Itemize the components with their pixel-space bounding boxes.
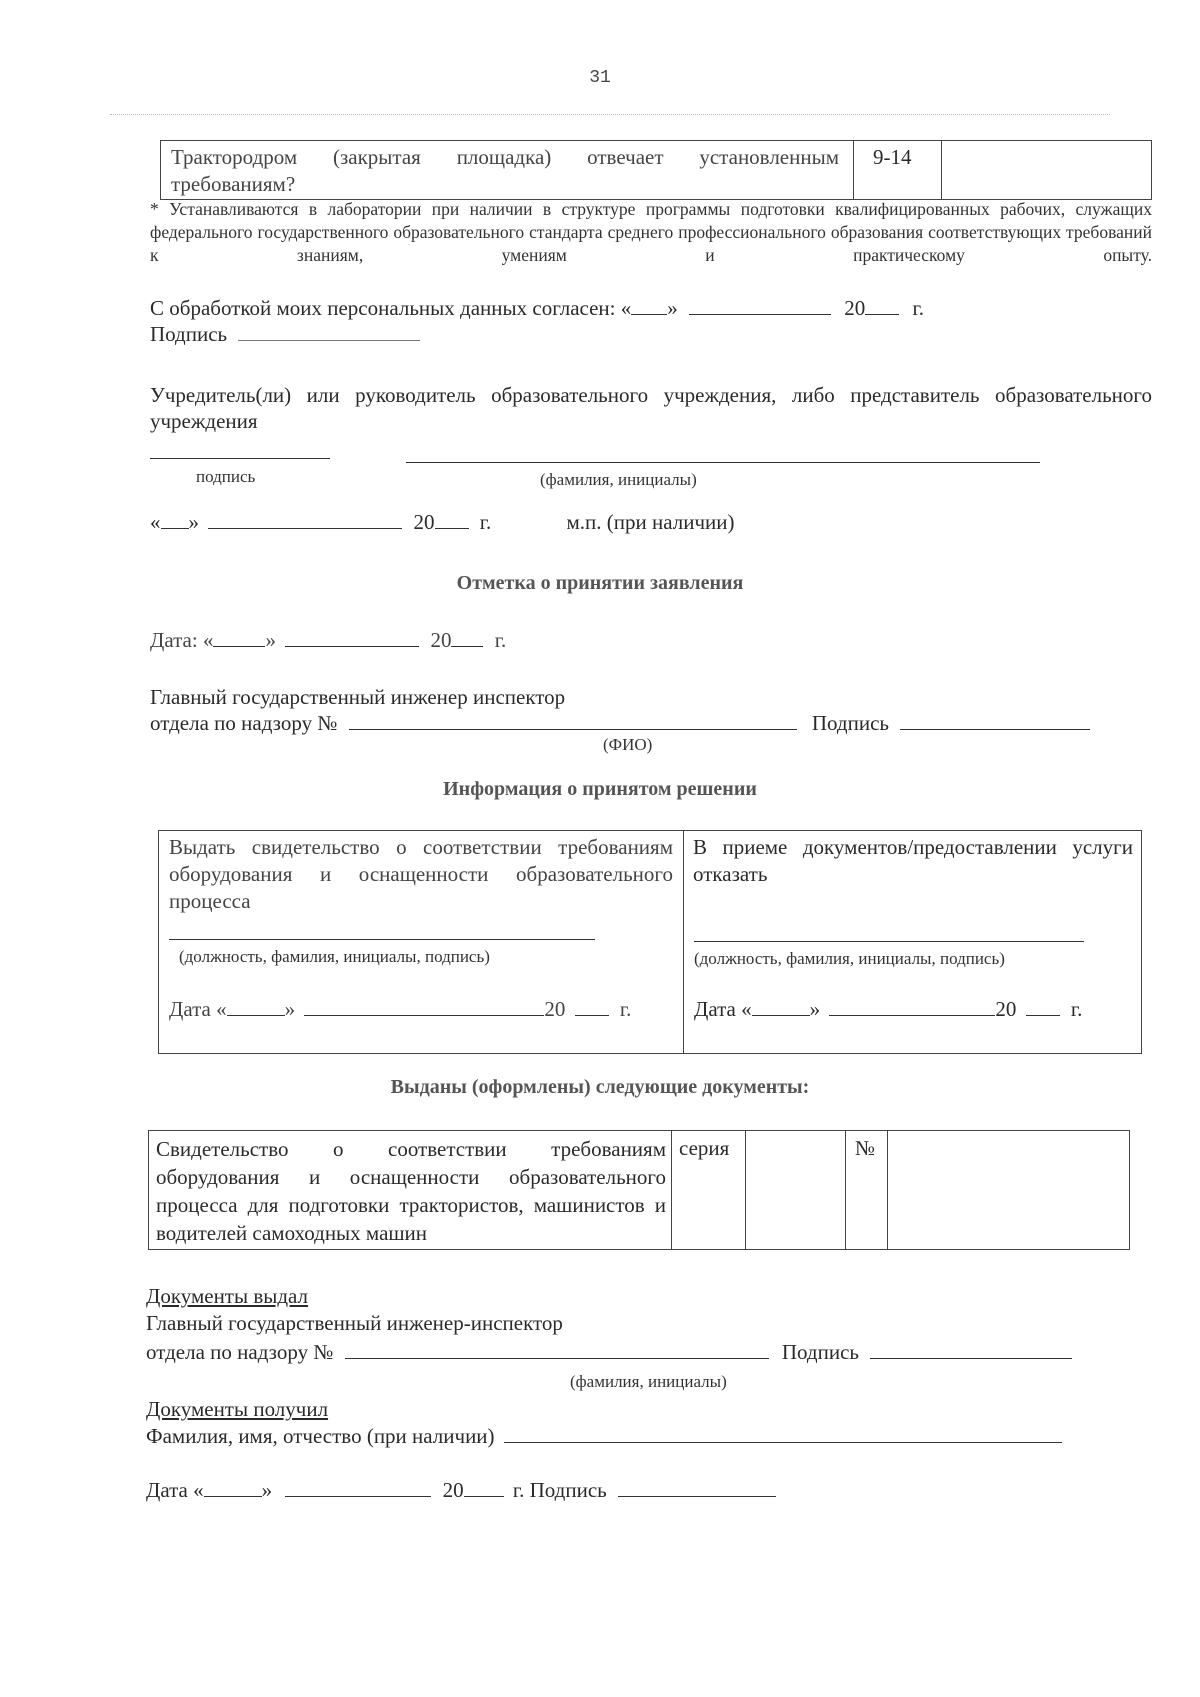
acceptance-day-field[interactable] bbox=[213, 628, 265, 647]
received-by-signature-field[interactable] bbox=[618, 1478, 776, 1497]
decision-left-text: Выдать свидетельство о соответствии требованиям оборудования и оснащенности образовательного процесса bbox=[169, 835, 673, 913]
acceptance-year-field[interactable] bbox=[451, 628, 483, 647]
header-divider bbox=[110, 114, 1110, 115]
top-table bbox=[160, 140, 1152, 200]
acceptance-fio-caption: (ФИО) bbox=[603, 735, 653, 754]
consent-text: С обработкой моих персональных данных согласен: « bbox=[150, 296, 632, 320]
received-by-month-field[interactable] bbox=[285, 1478, 431, 1497]
founder-date: « » 20 г. м.п. (при наличии) bbox=[150, 510, 735, 534]
issued-by-line2: отдела по надзору № Подпись bbox=[146, 1340, 1072, 1365]
received-by-date: Дата « » 20 г. Подпись bbox=[146, 1478, 776, 1503]
decision-right-text: В приеме документов/предоставлении услуги отказать bbox=[693, 835, 1133, 886]
founder-name-caption: (фамилия, инициалы) bbox=[540, 470, 697, 489]
founder-stamp: м.п. (при наличии) bbox=[566, 510, 735, 534]
decision-left-caption: (должность, фамилия, инициалы, подпись) bbox=[179, 947, 490, 966]
footnote: * Устанавливаются в лаборатории при наличии в структуре программы подготовки квалифицированных рабочих, служащих федерального государственного образовательного стандарта среднего профессионального образования соответствующих требований к знаниям, умениям и практическому опыту. bbox=[150, 199, 1152, 265]
founder-year-field[interactable] bbox=[435, 510, 469, 529]
issued-by-title: Документы выдал bbox=[146, 1284, 309, 1308]
decision-right-day-field[interactable] bbox=[752, 997, 810, 1016]
issued-by-signature-field[interactable] bbox=[870, 1340, 1072, 1359]
issued-by-name-caption: (фамилия, инициалы) bbox=[570, 1372, 727, 1391]
top-table-answer[interactable] bbox=[951, 144, 1141, 194]
issued-by-name-field[interactable] bbox=[345, 1340, 769, 1359]
decision-right-year-field[interactable] bbox=[1026, 997, 1060, 1016]
acceptance-inspector-line1: Главный государственный инженер инспектор bbox=[150, 685, 566, 709]
decision-left-day-field[interactable] bbox=[227, 997, 285, 1016]
founder-text: Учредитель(ли) или руководитель образовательного учреждения, либо представитель образовательного учреждения bbox=[150, 383, 1152, 433]
acceptance-inspector-line2: отдела по надзору № Подпись bbox=[150, 711, 1090, 736]
consent-year-field[interactable] bbox=[865, 296, 899, 315]
acceptance-month-field[interactable] bbox=[285, 628, 419, 647]
consent-day-field[interactable] bbox=[631, 296, 667, 315]
issued-number-value[interactable] bbox=[893, 1135, 1123, 1245]
issued-heading: Выданы (оформлены) следующие документы: bbox=[390, 1076, 810, 1098]
decision-left-date: Дата « » 20 г. bbox=[169, 997, 632, 1021]
issued-by-line1: Главный государственный инженер-инспектор bbox=[146, 1311, 563, 1335]
consent-month-field[interactable] bbox=[689, 296, 831, 315]
received-by-fio: Фамилия, имя, отчество (при наличии) bbox=[146, 1424, 1062, 1449]
decision-right-signature-field[interactable] bbox=[694, 941, 1084, 942]
decision-table bbox=[158, 830, 1142, 1054]
decision-heading: Информация о принятом решении bbox=[443, 778, 757, 800]
decision-right-month-field[interactable] bbox=[829, 997, 995, 1016]
received-by-title: Документы получил bbox=[146, 1397, 329, 1421]
consent-line: С обработкой моих персональных данных согласен: « » 20 г. bbox=[150, 296, 925, 320]
decision-right-date: Дата « » 20 г. bbox=[694, 997, 1083, 1021]
acceptance-signature-field[interactable] bbox=[900, 711, 1090, 730]
top-table-pages: 9-14 bbox=[873, 145, 912, 169]
consent-signature: Подпись bbox=[150, 322, 420, 347]
decision-left-month-field[interactable] bbox=[304, 997, 544, 1016]
top-table-question: Трактородром (закрытая площадка) отвечает установленным требованиям? bbox=[171, 145, 839, 196]
issued-series-label: серия bbox=[679, 1136, 730, 1160]
consent-signature-field[interactable] bbox=[238, 322, 420, 341]
founder-name-field[interactable] bbox=[406, 462, 1040, 463]
decision-left-signature-field[interactable] bbox=[169, 939, 595, 940]
issued-doc-text: Свидетельство о соответствии требованиям оборудования и оснащенности образовательного процесса для подготовки трактористов, машинистов и водителей самоходных машин bbox=[156, 1137, 666, 1245]
issued-series-value[interactable] bbox=[749, 1135, 839, 1245]
page-number: 31 bbox=[589, 68, 611, 88]
issued-number-label: № bbox=[855, 1136, 876, 1160]
founder-signature-caption: подпись bbox=[196, 467, 256, 486]
received-by-day-field[interactable] bbox=[204, 1478, 262, 1497]
decision-right-caption: (должность, фамилия, инициалы, подпись) bbox=[694, 949, 1005, 968]
acceptance-date: Дата: « » 20 г. bbox=[150, 628, 507, 652]
founder-month-field[interactable] bbox=[208, 510, 402, 529]
founder-signature-field[interactable] bbox=[150, 458, 330, 459]
received-by-fio-field[interactable] bbox=[504, 1424, 1062, 1443]
founder-day-field[interactable] bbox=[161, 510, 189, 529]
decision-left-year-field[interactable] bbox=[575, 997, 609, 1016]
acceptance-heading: Отметка о принятии заявления bbox=[456, 572, 744, 594]
acceptance-fio-field[interactable] bbox=[349, 711, 797, 730]
received-by-year-field[interactable] bbox=[464, 1478, 504, 1497]
issued-table bbox=[148, 1130, 1130, 1250]
